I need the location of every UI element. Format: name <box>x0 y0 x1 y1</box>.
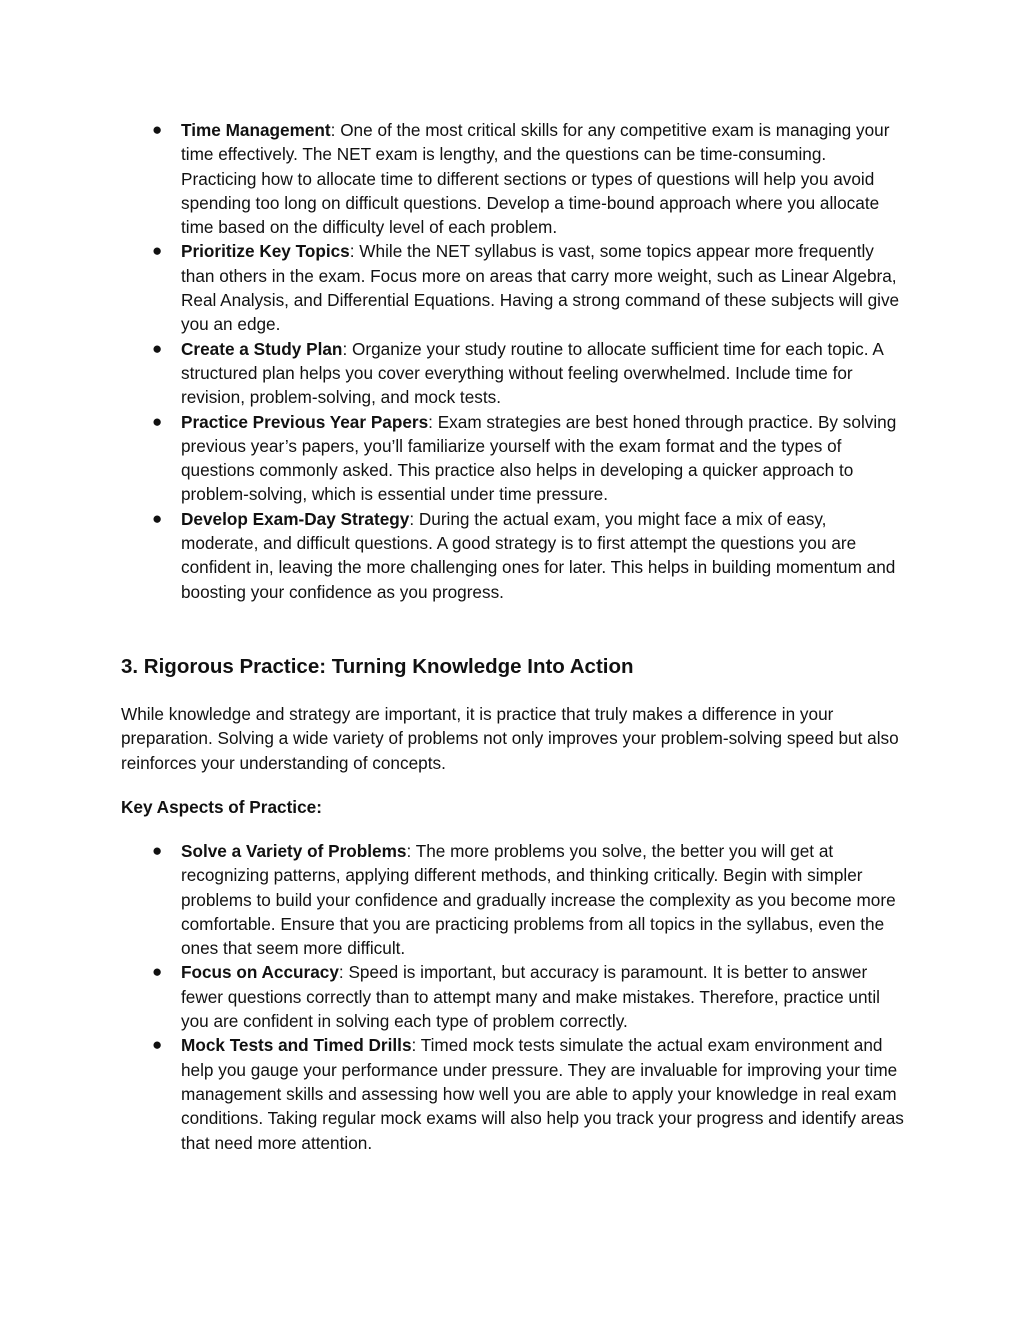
item-term: Prioritize Key Topics <box>181 241 350 262</box>
bullet-icon: ● <box>152 241 163 261</box>
list-item <box>0 118 906 239</box>
item-term: Develop Exam-Day Strategy <box>181 508 410 529</box>
item-text: : Exam strategies are best honed through practice. By solving previous year’s papers, you’ll familiarize yourself with the exam format and the types of questions commonly asked. This practice also helps in developing a quicker approach to problem-solving, which is essential under time pressure. <box>181 411 897 505</box>
list-item <box>0 507 906 604</box>
list-item <box>0 839 906 960</box>
item-text: : One of the most critical skills for any competitive exam is managing your time effectively. The NET exam is lengthy, and the questions can be time-consuming. Practicing how to allocate time to different sections or types of questions will help you avoid spending too long on difficult questions. Develop a time-bound approach where you allocate time based on the difficulty level of each problem. <box>181 120 890 238</box>
bullet-icon: ● <box>152 962 163 982</box>
bullet-icon: ● <box>152 508 163 528</box>
bullet-icon: ● <box>152 120 163 139</box>
list-item <box>0 1033 906 1154</box>
bullet-icon: ● <box>152 841 163 860</box>
bullet-icon: ● <box>152 1035 163 1055</box>
item-term: Time Management <box>181 120 331 140</box>
strategy-list <box>0 118 1024 604</box>
item-text: : The more problems you solve, the better you will get at recognizing patterns, applying different methods, and thinking critically. Begin with simpler problems to build your confidence and gradually increase the complexity as you become more comfortable. Ensure that you are practicing problems from all topics in the syllabus, even the ones that seem more difficult. <box>181 841 896 959</box>
list-item <box>0 337 906 410</box>
item-text: : Timed mock tests simulate the actual exam environment and help you gauge your performance under pressure. They are invaluable for improving your time management skills and assessing how well you are able to apply your knowledge in real exam conditions. Taking regular mock exams will also help you track your progress and identify areas that need more attention. <box>181 1035 904 1153</box>
item-term: Practice Previous Year Papers <box>181 411 429 432</box>
practice-list <box>0 839 1024 1155</box>
bullet-icon: ● <box>152 411 163 431</box>
item-text: : While the NET syllabus is vast, some topics appear more frequently than others in the exam. Focus more on areas that carry more weight, such as Linear Algebra, Real Analysis, and Differential Equations. Having a strong command of these subjects will give you an edge. <box>181 241 900 335</box>
item-term: Solve a Variety of Problems <box>181 841 407 861</box>
item-text: : During the actual exam, you might face a mix of easy, moderate, and difficult questions. A good strategy is to first attempt the questions you are confident in, leaving the more challenging ones for later. This helps in building momentum and boosting your confidence as you progress. <box>181 508 896 602</box>
list-item <box>0 410 906 507</box>
item-text: : Organize your study routine to allocate sufficient time for each topic. A structured plan helps you cover everything without feeling overwhelmed. Include time for revision, problem-solving, and mock tests. <box>181 338 883 408</box>
bullet-icon: ● <box>152 338 163 358</box>
list-item <box>0 239 906 336</box>
item-term: Focus on Accuracy <box>181 962 339 983</box>
item-text: : Speed is important, but accuracy is paramount. It is better to answer fewer questions correctly than to attempt many and make mistakes. Therefore, practice until you are confident in solving each type of problem correctly. <box>181 962 880 1032</box>
item-term: Mock Tests and Timed Drills <box>181 1035 412 1056</box>
section-paragraph: While knowledge and strategy are important, it is practice that truly makes a difference in your preparation. Solving a wide variety of problems not only improves your problem-solving speed but also reinforces your understanding of concepts. <box>121 704 899 773</box>
list-item <box>0 960 906 1033</box>
section-subheading: Key Aspects of Practice: <box>121 797 322 817</box>
section-heading: 3. Rigorous Practice: Turning Knowledge Into Action <box>121 655 634 678</box>
item-term: Create a Study Plan <box>181 338 343 359</box>
